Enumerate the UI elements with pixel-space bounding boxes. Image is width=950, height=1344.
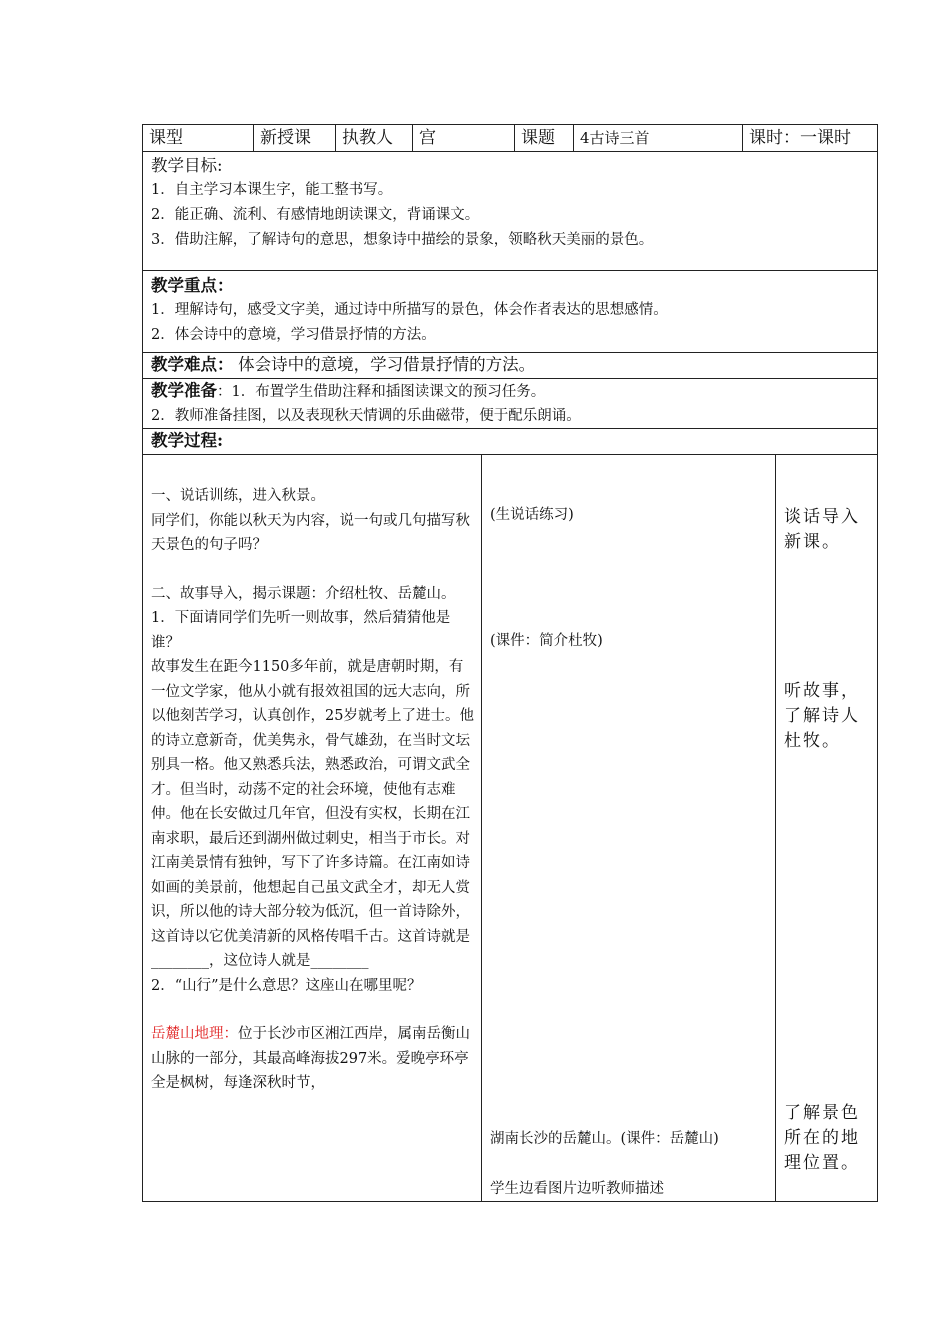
preparation-title: 教学准备 bbox=[151, 381, 217, 400]
goal-item: 2．能正确、流利、有感情地朗读课文，背诵课文。 bbox=[151, 207, 480, 223]
question-2: 2．“山行”是什么意思？这座山在哪里呢？ bbox=[151, 977, 422, 994]
student-activities bbox=[482, 455, 776, 1202]
preparation-row bbox=[143, 379, 878, 429]
goal-item: 1．自主学习本课生字，能工整书写。 bbox=[151, 182, 393, 198]
lesson-plan bbox=[142, 124, 877, 1202]
section-1-text: 同学们，你能以秋天为内容，说一句或几句描写秋天景色的句子吗？ bbox=[151, 512, 470, 553]
process-table bbox=[142, 454, 878, 1202]
goals-row bbox=[143, 152, 878, 271]
preparation-line-1: ：1．布置学生借助注释和插图读课文的预习任务。 bbox=[217, 384, 546, 400]
student-note-2: (课件：简介杜牧) bbox=[490, 633, 603, 649]
geo-paragraph bbox=[151, 1022, 475, 1096]
difficulty-row bbox=[143, 353, 878, 379]
class-hours: 课时：一课时 bbox=[743, 125, 878, 152]
topic-value: 4古诗三首 bbox=[574, 125, 743, 152]
student-note-4: 学生边看图片边听教师描述 bbox=[490, 1181, 664, 1197]
student-note-3: 湖南长沙的岳麓山。(课件：岳麓山) bbox=[490, 1131, 719, 1147]
process-title: 教学过程: bbox=[151, 431, 224, 450]
story-text: 故事发生在距今1150多年前，就是唐朝时期，有一位文学家，他从小就有报效祖国的远大志向，所以他刻苦学习，认真创作，25岁就考上了进士。他的诗立意新奇，优美隽永，骨气雄劲，在当时文坛别具一格。他又熟悉兵法，熟悉政治，可谓文武全才。但当时，动荡不定的社会环境，使他有志难伸。他在长安做过几年官，但没有实权，长期在江南求职，最后还到湖州做过刺史，相当于市长。对江南美景情有独钟，写下了许多诗篇。在江南如诗如画的美景前，他想起自己虽文武全才，却无人赏识，所以他的诗大部分较为低沉，但一首诗除外，这首诗以它优美清新的风格传唱千古。这首诗就是________，这位诗人就是________ bbox=[151, 659, 474, 969]
lesson-plan-table bbox=[142, 124, 878, 455]
student-note-1: (生说话练习) bbox=[490, 507, 574, 523]
question-1: 1．下面请同学们先听一则故事，然后猜猜他是谁？ bbox=[151, 610, 451, 651]
teacher-label: 执教人 bbox=[336, 125, 413, 152]
key-point-item: 2．体会诗中的意境，学习借景抒情的方法。 bbox=[151, 327, 436, 343]
type-value: 新授课 bbox=[254, 125, 336, 152]
geo-label: 岳麓山地理： bbox=[151, 1026, 238, 1042]
type-label: 课型 bbox=[143, 125, 254, 152]
process-activities bbox=[143, 455, 482, 1202]
goal-item: 3．借助注解，了解诗句的意思，想象诗中描绘的景象，领略秋天美丽的景色。 bbox=[151, 232, 654, 248]
geo-text: 位于长沙市区湘江西岸，属南岳衡山山脉的一部分，其最高峰海拔297米。爱晚亭环亭全是枫树，每逢深秋时节， bbox=[151, 1026, 470, 1091]
teacher-value: 宫 bbox=[413, 125, 515, 152]
design-intent bbox=[776, 455, 878, 1202]
key-points-row bbox=[143, 271, 878, 353]
key-points-title: 教学重点： bbox=[151, 276, 234, 295]
difficulty-title: 教学难点： bbox=[151, 355, 234, 374]
goals-title: 教学目标: bbox=[151, 156, 223, 175]
difficulty-text: 体会诗中的意境，学习借景抒情的方法。 bbox=[238, 355, 536, 374]
header-row bbox=[143, 125, 878, 152]
preparation-line-2: 2．教师准备挂图，以及表现秋天情调的乐曲磁带，便于配乐朗诵。 bbox=[151, 408, 581, 424]
intent-2: 听故事，了解诗人杜牧。 bbox=[784, 681, 860, 751]
key-point-item: 1．理解诗句，感受文字美，通过诗中所描写的景色，体会作者表达的思想感情。 bbox=[151, 302, 668, 318]
section-1-title: 一、说话训练，进入秋景。 bbox=[151, 488, 325, 504]
section-2-title: 二、故事导入，揭示课题：介绍杜牧、岳麓山。 bbox=[151, 585, 456, 602]
intent-1: 谈话导入新课。 bbox=[784, 507, 860, 552]
process-title-row bbox=[143, 429, 878, 455]
topic-label: 课题 bbox=[515, 125, 574, 152]
intent-3: 了解景色所在的地理位置。 bbox=[784, 1103, 860, 1173]
